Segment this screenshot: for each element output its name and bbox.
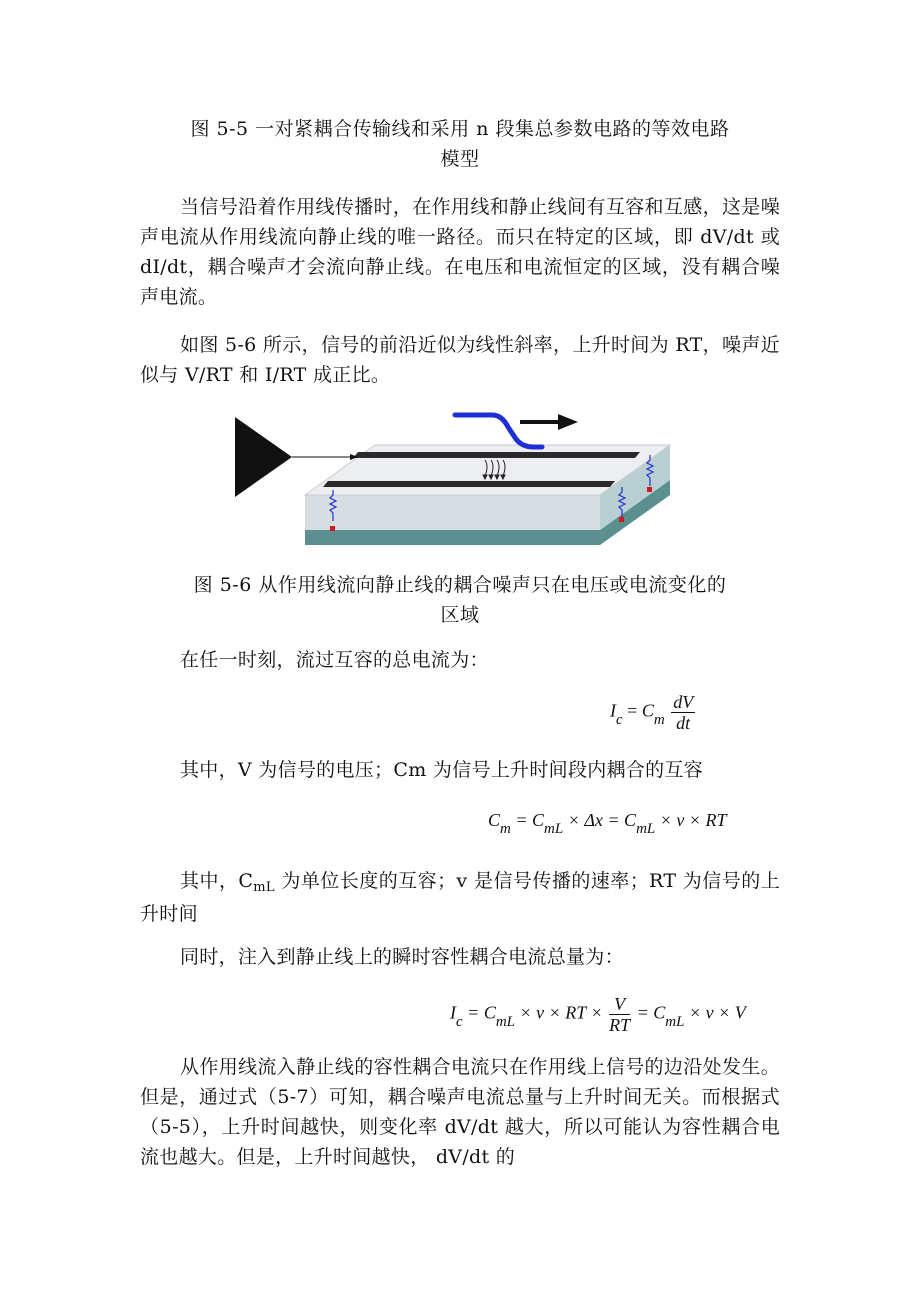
paragraph-edge-coupling: 从作用线流入静止线的容性耦合电流只在作用线上信号的边沿处发生。但是，通过式（5-7）可知，耦合噪声电流总量与上升时间无关。而根据式（5-5），上升时间越快，则变化率 dV/dt 越大，所以可能认为容性耦合电流也越大。但是，上升时间越快， dV/dt 的 <box>140 1056 780 1168</box>
figure-5-6-caption <box>140 570 780 630</box>
eq2-sub1: m <box>500 821 511 837</box>
signal-edge-waveform <box>455 415 542 447</box>
p5-sub: mL <box>253 880 275 895</box>
eq3-part3: = C <box>632 1002 666 1023</box>
board-front-face <box>305 495 600 530</box>
paragraph-instantaneous-current: 同时，注入到静止线上的瞬时容性耦合电流总量为： <box>180 946 624 968</box>
eq3-part2: × v × RT × <box>515 1002 603 1023</box>
eq3-lhs-sub: c <box>456 1013 463 1030</box>
eq1-c: C <box>641 700 654 721</box>
figure-5-6-diagram <box>230 405 680 550</box>
eq1-denominator: dt <box>676 713 691 733</box>
ground-marker <box>619 517 624 522</box>
paragraph-signal-propagation: 当信号沿着作用线传播时，在作用线和静止线间有互容和互感，这是噪声电流从作用线流向静止线的唯一路径。而只在特定的区域，即 dV/dt 或 dI/dt，耦合噪声才会流向静止线。在电压和电流恒定的区域，没有耦合噪声电流。 <box>140 196 780 308</box>
eq1-fraction <box>671 692 695 733</box>
equation-cm-expansion <box>488 810 727 837</box>
aggressor-line <box>353 452 640 458</box>
figure-5-6-caption-line2: 区域 <box>440 604 480 626</box>
eq3-part1: = C <box>462 1002 496 1023</box>
paragraph-total-current: 在任一时刻，流过互容的总电流为： <box>180 649 489 671</box>
eq2-part2: = C <box>510 810 545 830</box>
figure-5-5-caption-line2: 模型 <box>440 148 480 170</box>
eq3-sub3: mL <box>665 1013 685 1030</box>
eq1-equals: = <box>627 700 638 721</box>
equation-ic-total <box>450 994 746 1035</box>
ground-marker <box>647 487 652 492</box>
eq3-lhs: I <box>450 1002 456 1023</box>
eq2-part3: × Δx = C <box>563 810 637 830</box>
eq3-part4: × v × V <box>684 1002 746 1023</box>
eq3-denominator: RT <box>609 1015 631 1035</box>
eq2-sub3: mL <box>636 821 656 837</box>
eq3-sub1: mL <box>495 1013 516 1030</box>
propagation-arrowhead-icon <box>558 414 578 430</box>
eq3-numerator: V <box>609 994 630 1015</box>
eq1-lhs: I <box>610 700 616 721</box>
ground-marker <box>330 526 335 531</box>
figure-5-6-caption-line1: 图 5-6 从作用线流向静止线的耦合噪声只在电压或电流变化的 <box>193 574 727 596</box>
equation-ic-cm-dvdt <box>610 692 697 733</box>
eq3-fraction <box>609 994 630 1035</box>
eq2-c: C <box>488 810 501 830</box>
eq1-c-sub: m <box>653 711 665 728</box>
p5-pre: 其中，C <box>180 870 254 892</box>
eq1-lhs-sub: c <box>616 711 623 728</box>
triangle-driver-icon <box>235 417 292 497</box>
paragraph-cml-definition <box>140 866 780 929</box>
eq2-sub2: mL <box>544 821 564 837</box>
eq1-numerator: dV <box>673 692 694 712</box>
eq2-part4: × v × RT <box>655 810 727 830</box>
victim-line <box>323 481 615 487</box>
paragraph-cm-definition: 其中，V 为信号的电压；Cm 为信号上升时间段内耦合的互容 <box>180 759 704 781</box>
figure-5-5-caption <box>140 114 780 174</box>
figure-5-5-caption-line1: 图 5-5 一对紧耦合传输线和采用 n 段集总参数电路的等效电路 <box>190 118 730 140</box>
p5-post: 为单位长度的互容；v 是信号传播的速率；RT 为信号的上升时间 <box>140 870 780 925</box>
paragraph-rise-time: 如图 5-6 所示，信号的前沿近似为线性斜率，上升时间为 RT，噪声近似与 V/RT 和 I/RT 成正比。 <box>140 334 780 386</box>
